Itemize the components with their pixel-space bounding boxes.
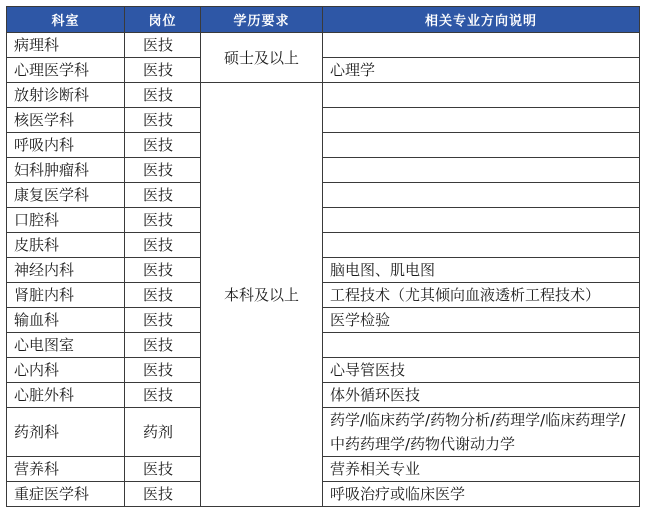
dept-cell: 口腔科: [7, 208, 125, 233]
dept-cell: 康复医学科: [7, 183, 125, 208]
dept-cell: 病理科: [7, 33, 125, 58]
table-row: [7, 408, 640, 457]
position-cell: 医技: [125, 233, 201, 258]
dept-cell: 营养科: [7, 457, 125, 482]
position-cell: 医技: [125, 457, 201, 482]
header-position: 岗位: [125, 7, 201, 33]
header-dept: 科室: [7, 7, 125, 33]
major-cell: [323, 183, 640, 208]
major-cell: [323, 333, 640, 358]
dept-cell: 肾脏内科: [7, 283, 125, 308]
major-cell: 医学检验: [323, 308, 640, 333]
table-row: [7, 108, 640, 133]
dept-cell: 妇科肿瘤科: [7, 158, 125, 183]
major-cell: [323, 108, 640, 133]
major-cell: 药学/临床药学/药物分析/药理学/临床药理学/中药药理学/药物代谢动力学: [323, 408, 640, 457]
major-cell: [323, 33, 640, 58]
table-row: [7, 457, 640, 482]
position-cell: 医技: [125, 383, 201, 408]
major-cell: 营养相关专业: [323, 457, 640, 482]
position-cell: 医技: [125, 58, 201, 83]
major-cell: [323, 158, 640, 183]
major-cell: 呼吸治疗或临床医学: [323, 482, 640, 507]
major-cell: [323, 208, 640, 233]
table-row: [7, 482, 640, 507]
dept-cell: 重症医学科: [7, 482, 125, 507]
table-row: [7, 333, 640, 358]
dept-cell: 皮肤科: [7, 233, 125, 258]
dept-cell: 心理医学科: [7, 58, 125, 83]
dept-cell: 输血科: [7, 308, 125, 333]
header-row: [7, 7, 640, 33]
dept-cell: 心内科: [7, 358, 125, 383]
major-cell: 脑电图、肌电图: [323, 258, 640, 283]
table-row: [7, 283, 640, 308]
position-cell: 医技: [125, 158, 201, 183]
major-cell: [323, 133, 640, 158]
position-cell: 药剂: [125, 408, 201, 457]
education-cell-master: 硕士及以上: [201, 33, 323, 83]
table-row: [7, 258, 640, 283]
table-row: [7, 208, 640, 233]
dept-cell: 心脏外科: [7, 383, 125, 408]
position-cell: 医技: [125, 308, 201, 333]
dept-cell: 核医学科: [7, 108, 125, 133]
position-cell: 医技: [125, 183, 201, 208]
table-row: [7, 383, 640, 408]
table-row: [7, 58, 640, 83]
position-cell: 医技: [125, 133, 201, 158]
major-cell: [323, 83, 640, 108]
major-cell: 体外循环医技: [323, 383, 640, 408]
position-cell: 医技: [125, 258, 201, 283]
major-cell: 心理学: [323, 58, 640, 83]
header-education: 学历要求: [201, 7, 323, 33]
position-cell: 医技: [125, 283, 201, 308]
position-cell: 医技: [125, 333, 201, 358]
table-row: [7, 233, 640, 258]
table-row: [7, 133, 640, 158]
position-cell: 医技: [125, 482, 201, 507]
major-cell: [323, 233, 640, 258]
table-row: [7, 158, 640, 183]
header-major: 相关专业方向说明: [323, 7, 640, 33]
position-cell: 医技: [125, 358, 201, 383]
major-cell: 心导管医技: [323, 358, 640, 383]
dept-cell: 放射诊断科: [7, 83, 125, 108]
recruitment-table: [6, 6, 640, 507]
position-cell: 医技: [125, 108, 201, 133]
dept-cell: 呼吸内科: [7, 133, 125, 158]
position-cell: 医技: [125, 83, 201, 108]
table-row: [7, 358, 640, 383]
dept-cell: 神经内科: [7, 258, 125, 283]
major-cell: 工程技术（尤其倾向血液透析工程技术）: [323, 283, 640, 308]
position-cell: 医技: [125, 208, 201, 233]
table-row: [7, 308, 640, 333]
dept-cell: 心电图室: [7, 333, 125, 358]
education-cell-bachelor: 本科及以上: [201, 83, 323, 507]
table-row: [7, 33, 640, 58]
table-row: [7, 183, 640, 208]
table-row: [7, 83, 640, 108]
dept-cell: 药剂科: [7, 408, 125, 457]
position-cell: 医技: [125, 33, 201, 58]
